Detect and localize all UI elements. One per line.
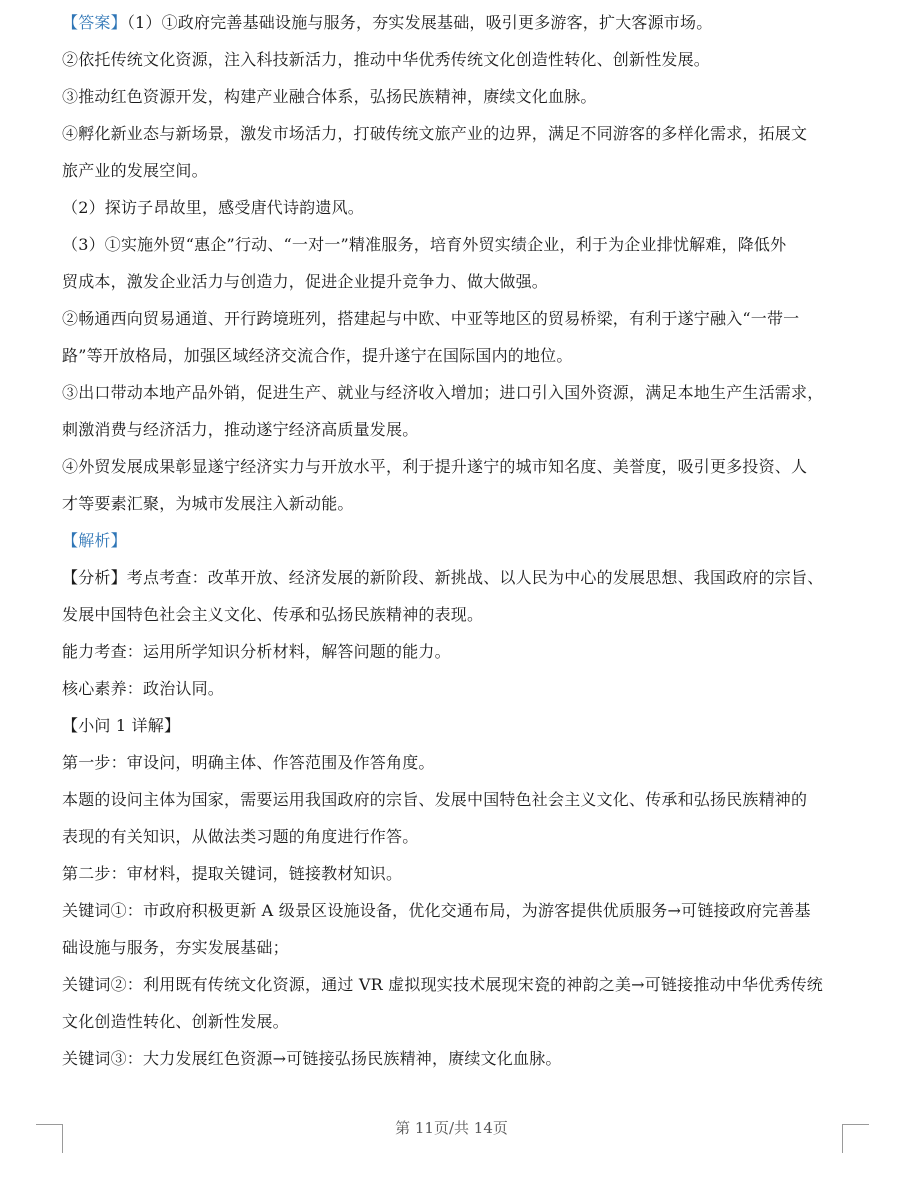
text-line [62, 781, 852, 818]
page-number: 第 11页/共 14页 [395, 1119, 508, 1137]
text-line [62, 337, 852, 374]
line-text: ③出口带动本地产品外销，促进生产、就业与经济收入增加；进口引入国外资源，满足本地生产生活需求， [62, 383, 824, 402]
line-text: （1）①政府完善基础设施与服务，夯实发展基础，吸引更多游客，扩大客源市场。 [126, 13, 713, 32]
text-line [62, 78, 852, 115]
text-line [62, 1040, 852, 1077]
text-line [62, 226, 852, 263]
text-line [62, 892, 852, 929]
line-text: 文化创造性转化、创新性发展。 [62, 1012, 289, 1031]
line-text: 旅产业的发展空间。 [62, 161, 208, 180]
line-text: 路”等开放格局，加强区域经济交流合作，提升遂宁在国际国内的地位。 [62, 346, 573, 365]
text-line [62, 263, 852, 300]
line-text: （3）①实施外贸“惠企”行动、“一对一”精准服务，培育外贸实绩企业，利于为企业排忧解难，降低外 [62, 235, 787, 254]
section-label: 【解析】 [62, 531, 127, 550]
text-line [62, 633, 852, 670]
line-text: 第二步：审材料，提取关键词，链接教材知识。 [62, 864, 403, 883]
line-text: ④孵化新业态与新场景，激发市场活力，打破传统文旅产业的边界，满足不同游客的多样化需求，拓展文 [62, 124, 808, 143]
text-line [62, 744, 852, 781]
text-line [62, 818, 852, 855]
text-line [62, 152, 852, 189]
page-content [62, 4, 852, 1077]
text-line [62, 300, 852, 337]
text-line [62, 374, 852, 411]
section-label: 【答案】 [62, 13, 127, 32]
line-text: ④外贸发展成果彰显遂宁经济实力与开放水平，利于提升遂宁的城市知名度、美誉度，吸引更多投资、人 [62, 457, 808, 476]
line-text: 才等要素汇聚，为城市发展注入新动能。 [62, 494, 354, 513]
line-text: （2）探访子昂故里，感受唐代诗韵遗风。 [62, 198, 364, 217]
text-line [62, 41, 852, 78]
line-text: 础设施与服务，夯实发展基础； [62, 938, 289, 957]
line-text: 表现的有关知识，从做法类习题的角度进行作答。 [62, 827, 419, 846]
text-line [62, 485, 852, 522]
text-line [62, 596, 852, 633]
text-line [62, 411, 852, 448]
text-line [62, 929, 852, 966]
line-text: 第一步：审设问，明确主体、作答范围及作答角度。 [62, 753, 435, 772]
text-line [62, 966, 852, 1003]
text-line [62, 4, 852, 41]
line-text: 关键词③：大力发展红色资源→可链接弘扬民族精神，赓续文化血脉。 [62, 1049, 562, 1068]
line-text: 关键词①：市政府积极更新 A 级景区设施设备，优化交通布局，为游客提供优质服务→可链接政府完善基 [62, 901, 811, 920]
text-line [62, 707, 852, 744]
text-line [62, 448, 852, 485]
line-text: ②依托传统文化资源，注入科技新活力，推动中华优秀传统文化创造性转化、创新性发展。 [62, 50, 711, 69]
text-line [62, 522, 852, 559]
line-text: ③推动红色资源开发，构建产业融合体系，弘扬民族精神，赓续文化血脉。 [62, 87, 597, 106]
text-line [62, 855, 852, 892]
text-line [62, 670, 852, 707]
crop-mark-left [36, 1124, 63, 1153]
line-text: 【分析】考点考查：改革开放、经济发展的新阶段、新挑战、以人民为中心的发展思想、我国政府的宗旨、 [62, 568, 824, 587]
text-line [62, 115, 852, 152]
line-text: 能力考查：运用所学知识分析材料，解答问题的能力。 [62, 642, 451, 661]
line-text: 核心素养：政治认同。 [62, 679, 225, 698]
line-text: 贸成本，激发企业活力与创造力，促进企业提升竞争力、做大做强。 [62, 272, 549, 291]
line-text: 发展中国特色社会主义文化、传承和弘扬民族精神的表现。 [62, 605, 484, 624]
text-line [62, 1003, 852, 1040]
text-line [62, 189, 852, 226]
line-text: 本题的设问主体为国家，需要运用我国政府的宗旨、发展中国特色社会主义文化、传承和弘扬民族精神的 [62, 790, 808, 809]
line-text: ②畅通西向贸易通道、开行跨境班列，搭建起与中欧、中亚等地区的贸易桥梁，有利于遂宁融入“一带一 [62, 309, 800, 328]
line-text: 关键词②：利用既有传统文化资源，通过 VR 虚拟现实技术展现宋瓷的神韵之美→可链接推动中华优秀传统 [62, 975, 823, 994]
text-line [62, 559, 852, 596]
line-text: 刺激消费与经济活力，推动遂宁经济高质量发展。 [62, 420, 419, 439]
crop-mark-right [842, 1124, 869, 1153]
line-text: 【小问 1 详解】 [62, 716, 181, 735]
